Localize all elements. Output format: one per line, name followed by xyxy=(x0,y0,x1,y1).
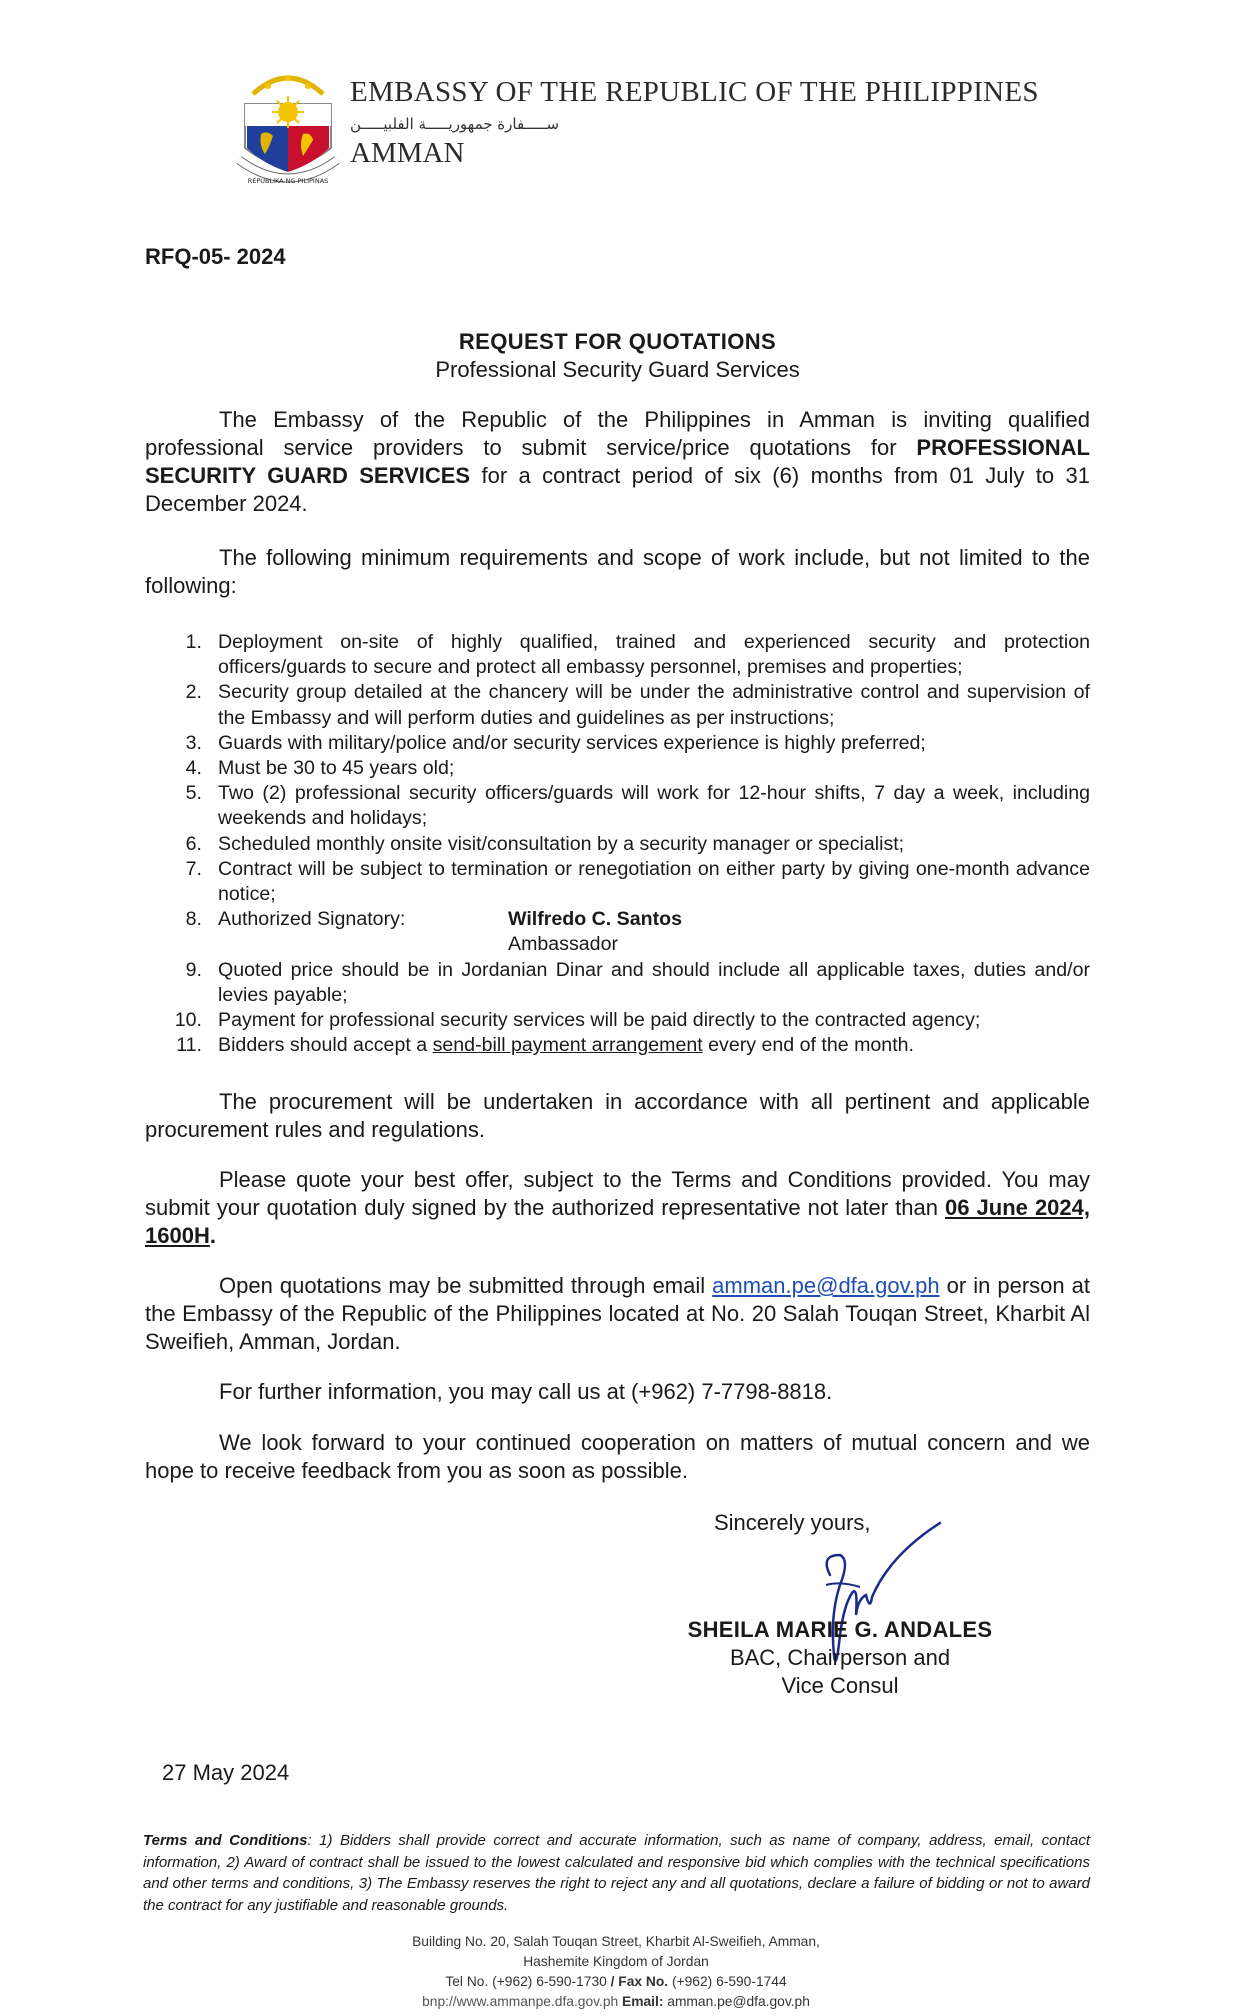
procurement-paragraph: The procurement will be undertaken in accordance with all pertinent and applicable procurement rules and regulations. xyxy=(145,1089,1090,1142)
list-number: 4. xyxy=(185,757,202,780)
list-text: Quoted price should be in Jordanian Dinar and should include all applicable taxes, duties and/or levies payable; xyxy=(218,958,1090,1006)
intro-text: The Embassy of the Republic of the Philippines in Amman is inviting qualified professional service providers to submit service/price quotations for xyxy=(145,407,1090,460)
intro-text-end: for a contract period of six (6) months from 01 July to 31 December 2024. xyxy=(145,463,1090,516)
list-item xyxy=(145,1033,1090,1058)
philippine-seal-icon xyxy=(233,64,343,188)
submission-paragraph xyxy=(145,1272,1090,1356)
list-text: Deployment on-site of highly qualified, trained and experienced security and protection officers/guards to secure and protect all embassy personnel, premises and properties; xyxy=(218,631,1090,679)
list-item xyxy=(145,630,1090,680)
terms-label: Terms and Conditions xyxy=(143,1832,308,1849)
payment-arrangement: send-bill payment arrangement xyxy=(432,1034,703,1057)
letterhead xyxy=(350,76,1039,170)
list-item xyxy=(145,756,1090,781)
list-text: Payment for professional security services will be paid directly to the contracted agency; xyxy=(218,1009,981,1032)
fax-number: (+962) 6-590-1744 xyxy=(668,1974,787,1989)
embassy-arabic-name: ســـــفارة جمهوريـــــة الفلبيـــــن xyxy=(350,115,560,133)
signer-title-2: Vice Consul xyxy=(781,1673,899,1698)
list-text: Must be 30 to 45 years old; xyxy=(218,757,455,780)
info-paragraph: For further information, you may call us at (+962) 7-7798-8818. xyxy=(219,1379,833,1404)
fax-label: / Fax No. xyxy=(610,1974,669,1989)
list-text: Contract will be subject to termination or renegotiation on either party by giving one-month advance notice; xyxy=(218,857,1090,906)
list-item xyxy=(145,680,1090,730)
list-number: 9. xyxy=(185,958,202,981)
embassy-city: AMMAN xyxy=(350,137,465,169)
list-item xyxy=(145,731,1090,756)
signatory-title: Ambassador xyxy=(508,933,618,956)
deadline: 06 June 2024, 1600H xyxy=(145,1195,1090,1248)
quote-text: Please quote your best offer, subject to the Terms and Conditions provided. You may submit your quotation duly signed by the authorized representative not later than xyxy=(145,1167,1090,1220)
email-label: Email: xyxy=(622,1994,664,2009)
signer-title: BAC, Chairperson and xyxy=(729,1645,951,1670)
submit-text: Open quotations may be submitted through email xyxy=(219,1273,713,1298)
footer xyxy=(316,1932,916,2012)
list-number: 6. xyxy=(185,832,202,855)
quote-end: . xyxy=(209,1223,216,1248)
terms-text: : 1) Bidders shall provide correct and accurate information, such as name of company, address, email, contact information, 2) Award of contract shall be issued to the lowest calculated and responsive bid which complies with the technical specifications and other terms and conditions, 3) The Embassy reserves the right to reject any and all quotations, declare a failure of bidding or not to award the contract for any justifiable and reasonable grounds. xyxy=(143,1832,1090,1914)
list-text-end: every end of the month. xyxy=(702,1034,914,1057)
list-item xyxy=(145,1008,1090,1033)
list-number: 10. xyxy=(174,1009,202,1032)
quote-paragraph xyxy=(145,1166,1090,1250)
list-number: 8. xyxy=(185,908,202,931)
heading-title: REQUEST FOR QUOTATIONS xyxy=(458,329,777,354)
signatory-name: Wilfredo C. Santos xyxy=(508,908,682,931)
list-number: 11. xyxy=(176,1034,202,1057)
signatory-block xyxy=(640,1616,1040,1700)
footer-phone xyxy=(316,1972,916,1992)
list-text: Two (2) professional security officers/guards will work for 12-hour shifts, 7 day a week, including weekends and holidays; xyxy=(218,782,1090,830)
list-text: Guards with military/police and/or security services experience is highly preferred; xyxy=(218,731,926,754)
service-name: PROFESSIONAL SECURITY GUARD SERVICES xyxy=(145,435,1090,488)
list-text: Scheduled monthly onsite visit/consultation by a security manager or specialist; xyxy=(218,832,905,855)
list-item xyxy=(145,907,1090,957)
list-item xyxy=(145,832,1090,857)
tel-label: Tel No. xyxy=(445,1974,489,1989)
reference-number: RFQ-05- 2024 xyxy=(145,244,286,269)
list-item xyxy=(145,781,1090,831)
submit-text-end: or in person at the Embassy of the Republic of the Philippines located at No. 20 Salah Touqan Street, Kharbit Al Sweifieh, Amman, Jordan. xyxy=(145,1273,1090,1354)
document-date: 27 May 2024 xyxy=(162,1760,290,1785)
closing-paragraph: We look forward to your continued cooperation on matters of mutual concern and we hope to receive feedback from you as soon as possible. xyxy=(145,1430,1090,1483)
intro-paragraph xyxy=(145,406,1090,518)
list-number: 5. xyxy=(185,782,202,805)
document-heading xyxy=(145,328,1090,384)
list-number: 2. xyxy=(185,681,202,704)
list-item xyxy=(145,857,1090,907)
terms-and-conditions xyxy=(143,1830,1090,1916)
tel-number: (+962) 6-590-1730 xyxy=(488,1974,611,1989)
list-text: Security group detailed at the chancery will be under the administrative control and supervision of the Embassy and will perform duties and guidelines as per instructions; xyxy=(218,681,1090,729)
signatory-label: Authorized Signatory: xyxy=(218,908,406,931)
requirements-intro: The following minimum requirements and scope of work include, but not limited to the following: xyxy=(145,545,1090,598)
footer-email[interactable]: amman.pe@dfa.gov.ph xyxy=(663,1994,810,2009)
list-number: 1. xyxy=(185,631,202,653)
salutation: Sincerely yours, xyxy=(714,1510,871,1535)
website-link[interactable]: bnp://www.ammanpe.dfa.gov.ph xyxy=(422,1994,623,2009)
list-number: 3. xyxy=(185,731,202,754)
footer-country: Hashemite Kingdom of Jordan xyxy=(523,1954,709,1969)
footer-address: Building No. 20, Salah Touqan Street, Kharbit Al-Sweifieh, Amman, xyxy=(412,1934,820,1949)
seal-caption: REPUBLIKA NG PILIPINAS xyxy=(247,177,329,185)
signer-name: SHEILA MARIE G. ANDALES xyxy=(687,1617,993,1642)
list-text: Bidders should accept a xyxy=(218,1034,433,1057)
heading-subtitle: Professional Security Guard Services xyxy=(435,357,800,382)
embassy-title: EMBASSY OF THE REPUBLIC OF THE PHILIPPINES xyxy=(350,76,1039,108)
footer-web xyxy=(316,1992,916,2012)
list-item xyxy=(145,958,1090,1008)
email-link[interactable]: amman.pe@dfa.gov.ph xyxy=(712,1273,940,1298)
requirements-list xyxy=(145,630,1090,1058)
list-number: 7. xyxy=(185,857,202,880)
